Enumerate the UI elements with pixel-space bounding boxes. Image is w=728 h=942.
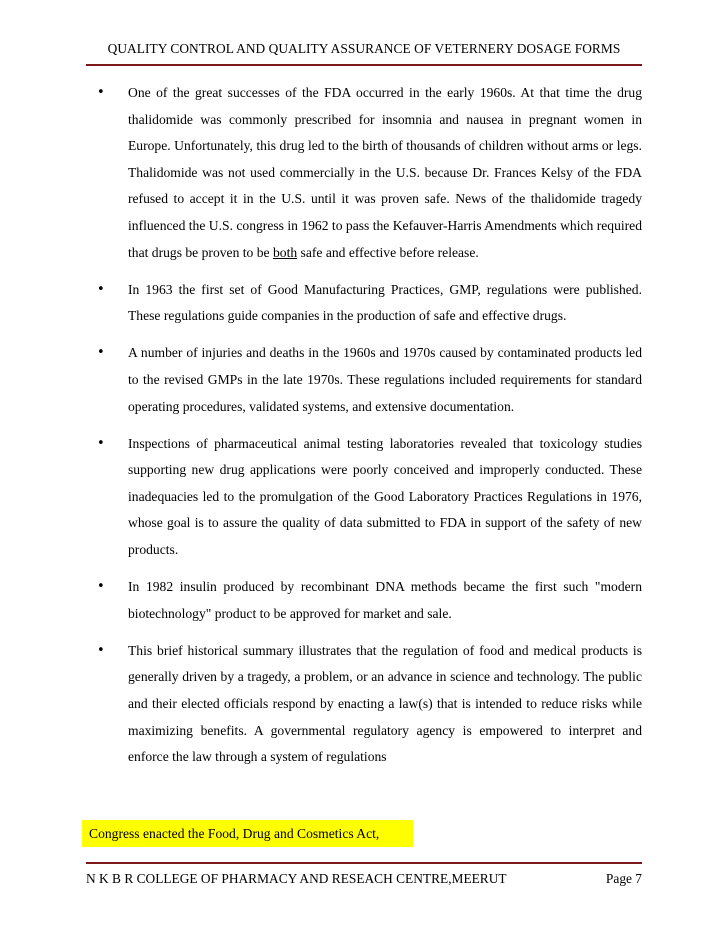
footer-college: N K B R COLLEGE OF PHARMACY AND RESEACH CENTRE,MEERUT	[86, 871, 507, 886]
bullet-text: Inspections of pharmaceutical animal testing laboratories revealed that toxicology studies supporting new drug applications were poorly conceived and improperly conducted. These inadequacies led to the promulgation of the Good Laboratory Practices Regulations in 1976, whose goal is to assure the quality of data submitted to FDA in support of the safety of new products.	[128, 435, 642, 557]
bullet-dot-icon: •	[97, 281, 105, 297]
footer-rule	[86, 862, 642, 864]
page-number: Page 7	[605, 871, 642, 886]
bullet-item-gmp-1963	[86, 277, 642, 330]
highlighted-note: Congress enacted the Food, Drug and Cosmetics Act,	[82, 820, 413, 847]
bullet-text: This brief historical summary illustrates that the regulation of food and medical products is generally driven by a tragedy, a problem, or an advance in science and technology. The public and their elected officials respond by enacting a law(s) that is intended to reduce risks while maximizing benefits. A governmental regulatory agency is empowered to interpret and enforce the law through a system of regulations	[128, 642, 642, 765]
bullet-item-thalidomide	[86, 80, 642, 266]
bullet-dot-icon: •	[97, 435, 105, 451]
bullet-text-part-2: safe and effective before release.	[297, 244, 479, 260]
running-header: QUALITY CONTROL AND QUALITY ASSURANCE OF VETERNERY DOSAGE FORMS	[107, 41, 621, 56]
bullet-item-insulin	[86, 574, 642, 627]
bullet-text: A number of injuries and deaths in the 1960s and 1970s caused by contaminated products led to the revised GMPs in the late 1970s. These regulations included requirements for standard operating procedures, validated systems, and extensive documentation.	[128, 345, 642, 414]
header-rule	[86, 64, 642, 66]
underlined-word: both	[272, 244, 298, 260]
bullet-dot-icon: •	[97, 642, 105, 658]
bullet-list	[86, 80, 642, 781]
bullet-item-glp	[86, 431, 642, 564]
bullet-item-revised-gmp	[86, 340, 642, 420]
bullet-dot-icon: •	[97, 345, 105, 361]
bullet-item-summary	[86, 638, 642, 771]
bullet-text: In 1982 insulin produced by recombinant DNA methods became the first such "modern biotechnology" product to be approved for market and sale.	[128, 579, 642, 621]
bullet-text: In 1963 the first set of Good Manufacturing Practices, GMP, regulations were published. These regulations guide companies in the production of safe and effective drugs.	[128, 281, 642, 324]
bullet-dot-icon: •	[97, 85, 105, 100]
bullet-dot-icon: •	[97, 579, 105, 595]
bullet-text-part-1: One of the great successes of the FDA occurred in the early 1960s. At that time the drug thalidomide was commonly prescribed for insomnia and nausea in pregnant women in Europe. Unfortunately, this drug led to the birth of thousands of children without arms or legs. Thalidomide was not used commercially in the U.S. because Dr. Frances Kelsy of the FDA refused to accept it in the U.S. until it was proven safe. News of the thalidomide tragedy influenced the U.S. congress in 1962 to pass the Kefauver-Harris Amendments which required that drugs be proven to be	[128, 85, 642, 260]
